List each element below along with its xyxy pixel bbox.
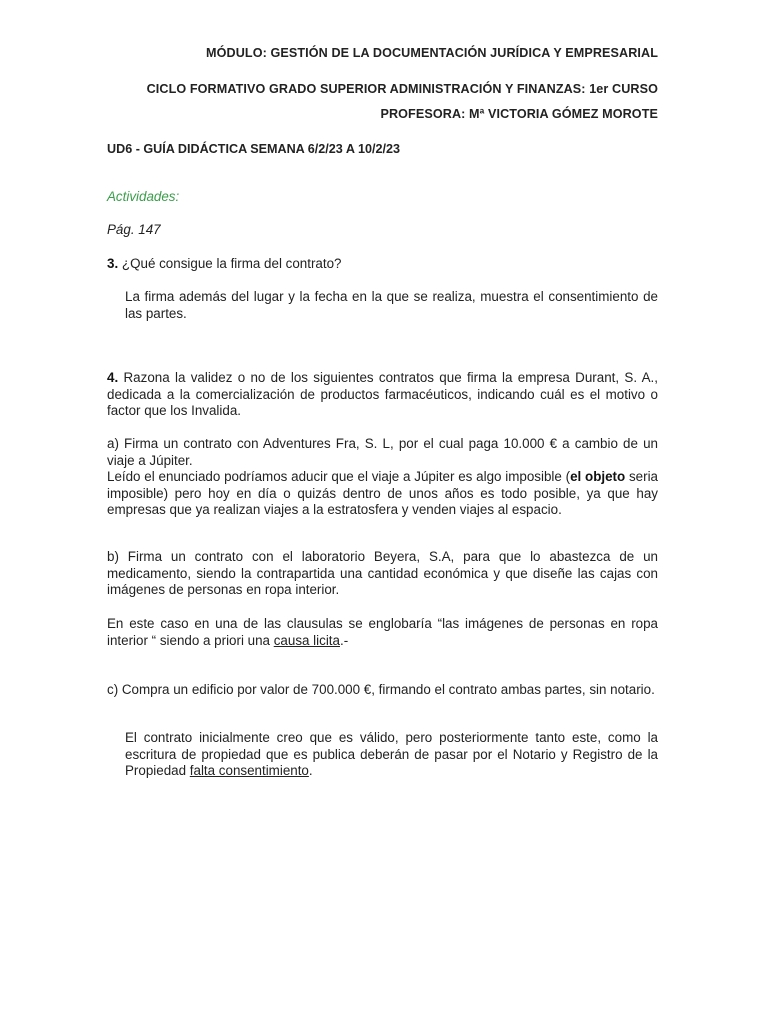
question-3-text: ¿Qué consigue la firma del contrato?: [121, 256, 342, 271]
page-reference: Pág. 147: [107, 222, 161, 237]
answer-4c-underlined: falta consentimiento: [189, 763, 309, 778]
answer-3: La firma además del lugar y la fecha en la que se realiza, muestra el consentimiento de las partes.: [125, 289, 658, 321]
answer-4c: [125, 730, 658, 780]
answer-4a-text-2: seria imposible) pero hoy en día o quizás dentro de unos años es todo posible, ya que hay empresas que ya realizan viajes a la estratosfera y venden viajes al espacio.: [107, 469, 658, 517]
question-4a: [107, 436, 658, 519]
question-3-number: 3.: [107, 256, 119, 271]
answer-4b-text-1: En este caso en una de las clausulas se englobaría “las imágenes de personas en ropa interior “ siendo a priori una: [107, 616, 658, 648]
answer-4b: [107, 616, 658, 649]
answer-4a-bold: el objeto: [570, 469, 626, 484]
answer-4c-text-2: .: [308, 763, 313, 778]
answer-4b-underlined: causa licita: [273, 632, 340, 648]
question-3: [107, 256, 658, 273]
activities-label: Actividades:: [107, 189, 180, 204]
unit-title: UD6 - GUÍA DIDÁCTICA SEMANA 6/2/23 A 10/2/23: [107, 142, 400, 156]
question-4b: b) Firma un contrato con el laboratorio Beyera, S.A, para que lo abastezca de un medicamento, siendo la contrapartida una cantidad económica y que diseñe las cajas con imágenes de personas en ropa interior.: [107, 549, 658, 597]
question-4-number: 4.: [107, 370, 119, 385]
teacher-header: PROFESORA: Mª VICTORIA GÓMEZ MOROTE: [380, 107, 658, 121]
question-4a-statement: a) Firma un contrato con Adventures Fra, S. L, por el cual paga 10.000 € a cambio de un viaje a Júpiter.: [107, 436, 658, 468]
answer-4a: [107, 469, 658, 519]
answer-4b-text-2: .-: [339, 632, 349, 648]
question-4: [107, 370, 658, 420]
answer-4c-text-1: El contrato inicialmente creo que es válido, pero posteriormente tanto este, como la escritura de propiedad que es publica deberán de pasar por el Notario y Registro de la Propiedad: [125, 730, 658, 778]
cycle-header: CICLO FORMATIVO GRADO SUPERIOR ADMINISTRACIÓN Y FINANZAS: 1er CURSO: [146, 82, 658, 96]
module-header: MÓDULO: GESTIÓN DE LA DOCUMENTACIÓN JURÍDICA Y EMPRESARIAL: [206, 46, 658, 60]
answer-4a-text-1: Leído el enunciado podríamos aducir que el viaje a Júpiter es algo imposible (: [107, 469, 571, 484]
question-4-text: Razona la validez o no de los siguientes contratos que firma la empresa Durant, S. A., dedicada a la comercialización de productos farmacéuticos, indicando cuál es el motivo o factor que los Invalida.: [107, 370, 659, 418]
question-4c: c) Compra un edificio por valor de 700.000 €, firmando el contrato ambas partes, sin notario.: [107, 682, 655, 697]
